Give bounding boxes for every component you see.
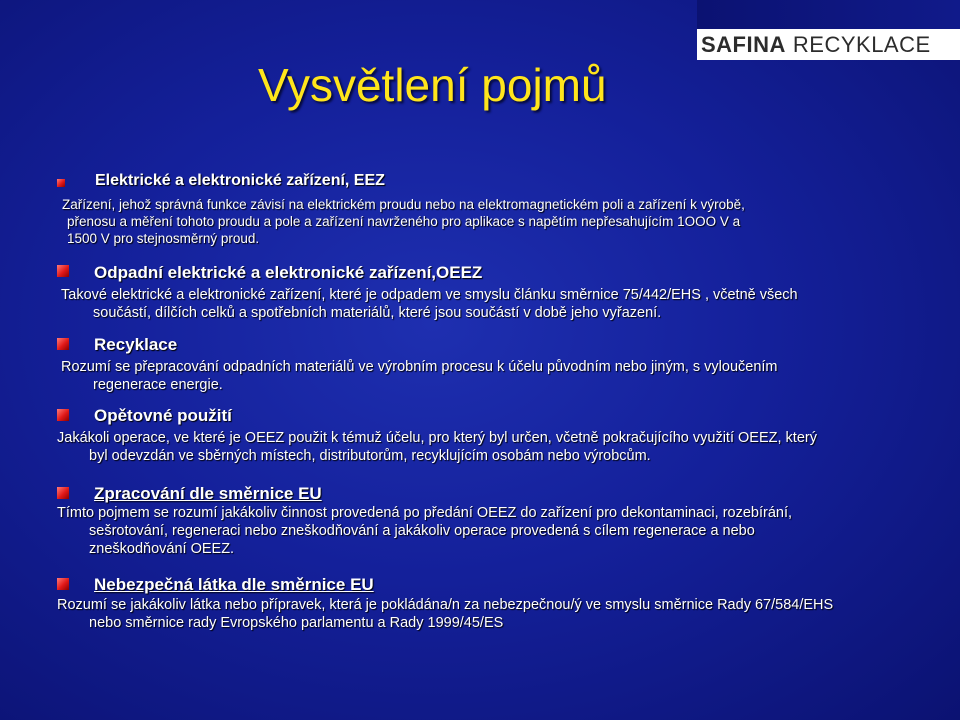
- logo-sub: RECYKLACE: [792, 31, 931, 57]
- text-line: Tímto pojmem se rozumí jakákoliv činnost provedená po předání OEEZ do zařízení pro dekontaminaci, rozebírání,: [57, 505, 793, 521]
- section-heading: Zpracování dle směrnice EU: [94, 484, 322, 503]
- safina-logo: [697, 29, 960, 60]
- logo-brand: SAFINA: [701, 31, 786, 57]
- bullet-icon: [57, 578, 69, 590]
- logo-background: [697, 0, 960, 29]
- section-heading: Elektrické a elektronické zařízení, EEZ: [95, 172, 385, 189]
- bullet-icon: [57, 338, 69, 350]
- text-line: zneškodňování OEEZ.: [89, 541, 235, 557]
- section-heading: Opětovné použití: [94, 406, 232, 425]
- bullet-icon: [57, 265, 69, 277]
- section-text: [57, 429, 817, 465]
- text-line: Takové elektrické a elektronické zařízení, které je odpadem ve smyslu článku směrnice 75/442/EHS , včetně všech: [61, 287, 798, 303]
- bullet-icon: [57, 409, 69, 421]
- text-line: Rozumí se přepracování odpadních materiálů ve výrobním procesu k účelu původním nebo jiným, s vyloučením: [61, 359, 778, 375]
- section-text: [62, 196, 745, 247]
- text-line: součástí, dílčích celků a spotřebních materiálů, které jsou součástí v době jeho vyřazení.: [93, 305, 662, 321]
- section-text: [61, 358, 778, 394]
- text-line: Rozumí se jakákoliv látka nebo přípravek, která je pokládána/n za nebezpečnou/ý ve smyslu směrnice Rady 67/584/EHS: [57, 597, 834, 613]
- bullet-icon: [57, 179, 65, 187]
- text-line: regenerace energie.: [93, 377, 223, 393]
- text-line: Jakákoli operace, ve které je OEEZ použit k témuž účelu, pro který byl určen, včetně pokračujícího využití OEEZ, který: [57, 430, 817, 446]
- section-text: [57, 596, 833, 632]
- text-line: byl odevzdán ve sběrných místech, distributorům, recyklujícím osobám nebo výrobcům.: [89, 448, 651, 464]
- section-text: [57, 504, 792, 558]
- section-text: [61, 286, 798, 322]
- text-line: nebo směrnice rady Evropského parlamentu a Rady 1999/45/ES: [89, 615, 504, 631]
- section-heading: Nebezpečná látka dle směrnice EU: [94, 575, 374, 594]
- section-heading: Odpadní elektrické a elektronické zařízení,OEEZ: [94, 263, 483, 282]
- slide-title: Vysvětlení pojmů: [258, 59, 607, 111]
- text-line: Zařízení, jehož správná funkce závisí na elektrickém proudu nebo na elektromagnetickém poli a zařízení k výrobě,: [62, 197, 745, 212]
- text-line: sešrotování, regeneraci nebo zneškodňování a jakákoliv operace provedená s cílem regenerace a nebo: [89, 523, 755, 539]
- section-heading: Recyklace: [94, 335, 178, 354]
- bullet-icon: [57, 487, 69, 499]
- text-line: přenosu a měření tohoto proudu a pole a zařízení navrženého pro aplikace s napětím nepřesahujícím 1OOO V a: [67, 214, 741, 229]
- text-line: 1500 V pro stejnosměrný proud.: [67, 231, 260, 246]
